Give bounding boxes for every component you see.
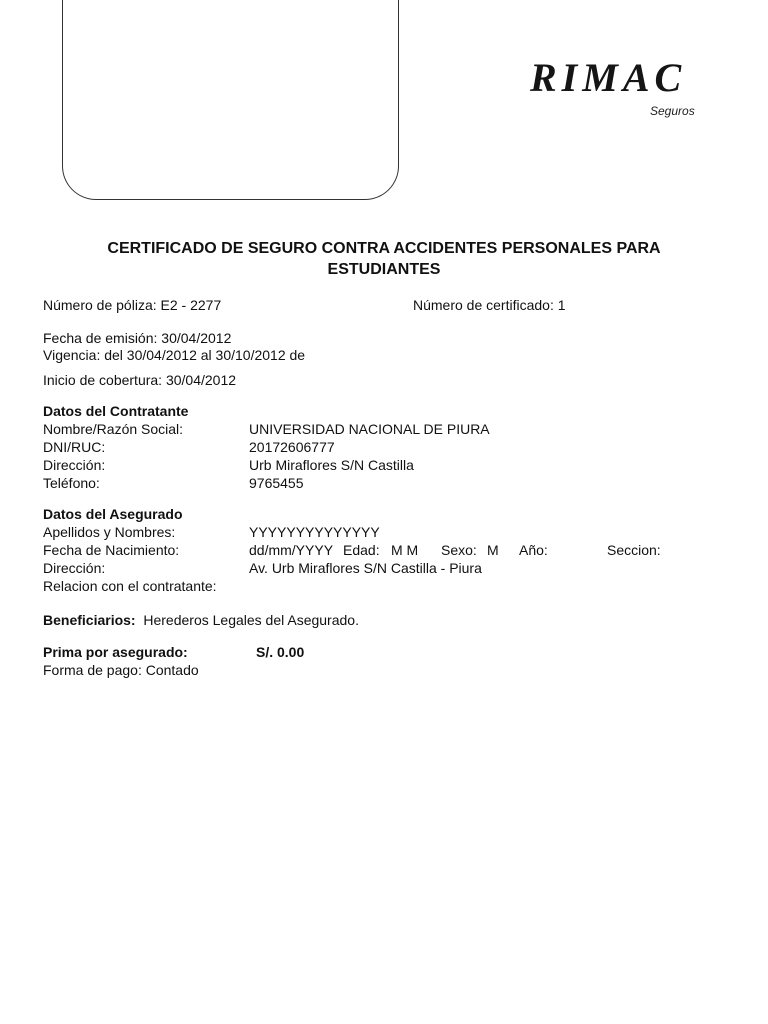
logo-subtext: Seguros xyxy=(650,104,695,118)
vigencia-label: Vigencia: xyxy=(43,347,101,363)
contratante-label: Nombre/Razón Social: xyxy=(43,421,184,437)
fecha-emision-label: Fecha de emisión: xyxy=(43,330,158,346)
numero-poliza-label: Número de póliza: xyxy=(43,297,157,313)
document-title xyxy=(40,238,728,280)
vigencia-value: del 30/04/2012 al 30/10/2012 de xyxy=(104,347,306,363)
forma-pago xyxy=(43,661,199,679)
direccion-asegurado-label: Dirección: xyxy=(43,560,106,576)
contratante-value: UNIVERSIDAD NACIONAL DE PIURA xyxy=(249,421,490,437)
vigencia xyxy=(43,346,305,364)
inicio-cobertura xyxy=(43,371,236,389)
fecha-emision-value: 30/04/2012 xyxy=(161,330,232,346)
numero-certificado-label: Número de certificado: xyxy=(413,297,554,313)
numero-certificado-value: 1 xyxy=(557,297,566,313)
edad-value: M M xyxy=(391,542,419,558)
numero-certificado xyxy=(413,296,566,314)
edad-label: Edad: xyxy=(343,542,380,558)
numero-poliza-value: E2 - 2277 xyxy=(160,297,222,313)
contratante-label: DNI/RUC: xyxy=(43,439,106,455)
logo-mark: RIMAC xyxy=(530,55,687,100)
beneficiarios-value: Herederos Legales del Asegurado. xyxy=(143,612,359,628)
forma-pago-value: Contado xyxy=(145,662,199,678)
rimac-logo xyxy=(530,56,710,126)
contratante-label: Dirección: xyxy=(43,457,106,473)
contratante-label: Teléfono: xyxy=(43,475,100,491)
title-line-2: ESTUDIANTES xyxy=(327,261,441,278)
beneficiarios-label: Beneficiarios: xyxy=(43,612,136,628)
contratante-value: Urb Miraflores S/N Castilla xyxy=(249,457,414,473)
contratante-heading: Datos del Contratante xyxy=(43,403,189,419)
sexo-value: M xyxy=(487,542,499,558)
direccion-asegurado-value: Av. Urb Miraflores S/N Castilla - Piura xyxy=(249,560,482,576)
anio-label: Año: xyxy=(519,542,548,558)
fecha-emision xyxy=(43,329,231,347)
fecha-nacimiento-label: Fecha de Nacimiento: xyxy=(43,542,180,558)
contratante-value: 20172606777 xyxy=(249,439,335,455)
beneficiarios xyxy=(43,611,359,629)
fecha-nacimiento-value: dd/mm/YYYY xyxy=(249,542,334,558)
numero-poliza xyxy=(43,296,221,314)
inicio-cobertura-label: Inicio de cobertura: xyxy=(43,372,163,388)
contratante-value: 9765455 xyxy=(249,475,304,491)
apellidos-value: YYYYYYYYYYYYYY xyxy=(249,524,380,540)
asegurado-heading: Datos del Asegurado xyxy=(43,506,183,522)
seccion-label: Seccion: xyxy=(607,542,661,558)
apellidos-label: Apellidos y Nombres: xyxy=(43,524,176,540)
relacion-label: Relacion con el contratante: xyxy=(43,578,217,594)
inicio-cobertura-value: 30/04/2012 xyxy=(165,372,237,388)
forma-pago-label: Forma de pago: xyxy=(43,662,142,678)
prima-label: Prima por asegurado: xyxy=(43,644,188,660)
title-line-1: CERTIFICADO DE SEGURO CONTRA ACCIDENTES PERSONALES PARA xyxy=(107,240,661,257)
sexo-label: Sexo: xyxy=(441,542,477,558)
photo-frame xyxy=(62,0,399,200)
prima-value: S/. 0.00 xyxy=(256,644,305,660)
